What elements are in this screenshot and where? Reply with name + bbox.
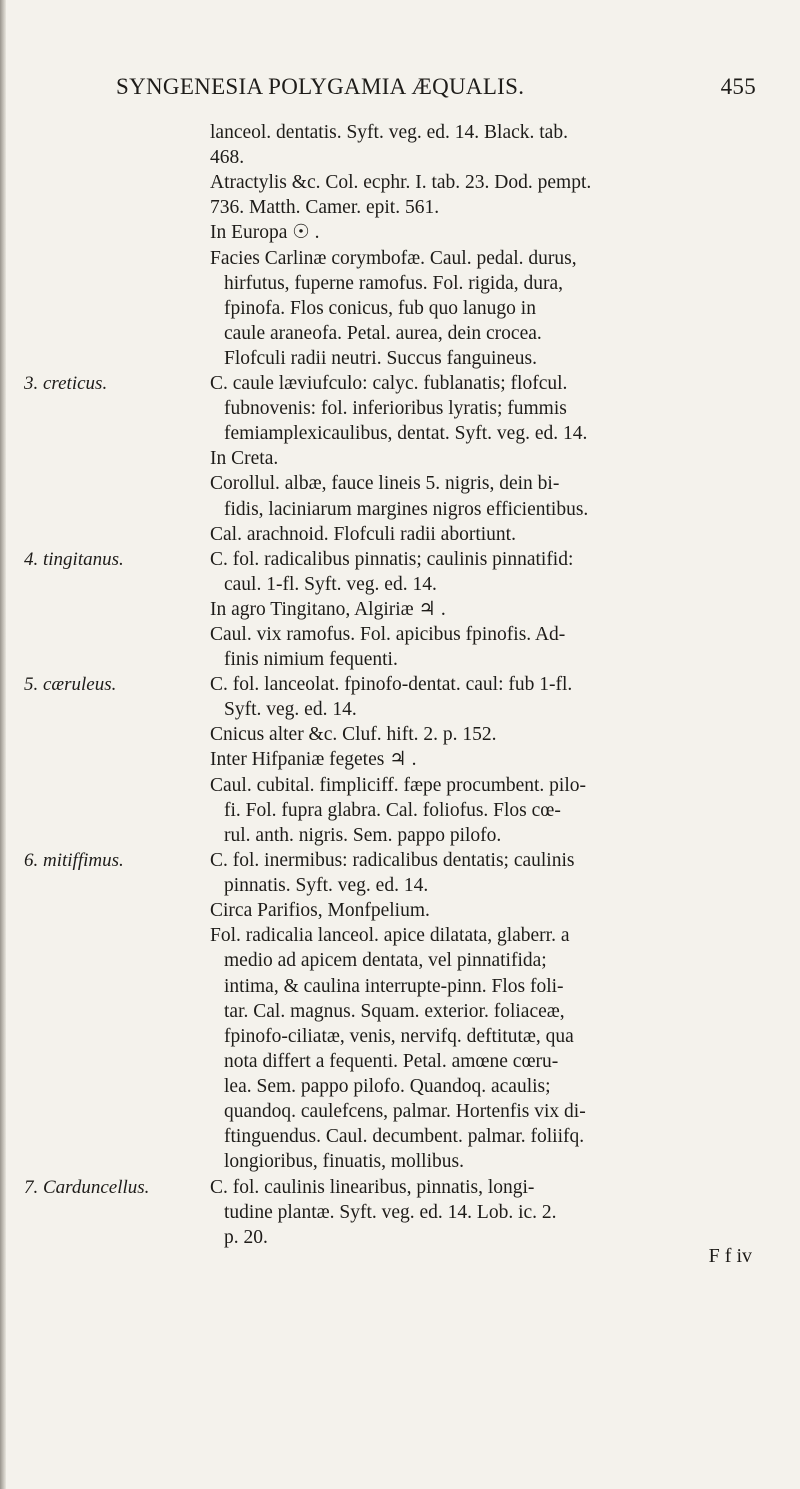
text-line: p. 20. xyxy=(224,1226,268,1248)
species-number: 3. creticus. xyxy=(24,373,108,394)
text-line: fidis, laciniarum margines nigros efficientibus. xyxy=(224,498,589,520)
text-line: lea. Sem. pappo pilofo. Quandoq. acaulis; xyxy=(224,1075,551,1097)
text-line: Caul. vix ramofus. Fol. apicibus fpinofis. Ad- xyxy=(210,623,566,645)
species-number: 7. Carduncellus. xyxy=(24,1176,150,1198)
text-line: In Europa ☉ . xyxy=(210,222,320,244)
text-line: Syft. veg. ed. 14. xyxy=(224,699,357,721)
text-line: intima, & caulina interrupte-pinn. Flos foli- xyxy=(224,975,564,997)
text-line: Cnicus alter &c. Cluf. hift. 2. p. 152. xyxy=(210,724,497,746)
text-line: Fol. radicalia lanceol. apice dilatata, glaberr. a xyxy=(210,925,570,947)
signature-mark: F f iv xyxy=(708,1245,752,1267)
text-line: rul. anth. nigris. Sem. pappo pilofo. xyxy=(224,824,502,846)
species-number: 4. tingitanus. xyxy=(24,548,124,570)
text-line: In Creta. xyxy=(210,448,279,470)
page-spine-shadow xyxy=(0,0,6,1489)
species-number: 5. cæruleus. xyxy=(24,674,117,696)
text-line: hirfutus, fuperne ramofus. Fol. rigida, dura, xyxy=(224,272,564,294)
species-number: 6. mitiffimus. xyxy=(24,850,124,871)
text-line: Cal. arachnoid. Flofculi radii abortiunt. xyxy=(210,523,516,545)
text-line: pinnatis. Syft. veg. ed. 14. xyxy=(224,875,429,897)
text-line: 468. xyxy=(210,147,245,169)
text-line: quandoq. caulefcens, palmar. Hortenfis vix di- xyxy=(224,1101,586,1122)
text-line: fpinofa. Flos conicus, fub quo lanugo in xyxy=(224,297,536,319)
text-line: longioribus, finuatis, mollibus. xyxy=(224,1151,464,1173)
text-line: caule araneofa. Petal. aurea, dein crocea. xyxy=(224,322,542,344)
text-line: fi. Fol. fupra glabra. Cal. foliofus. Flos cœ- xyxy=(224,799,561,821)
text-line: tar. Cal. magnus. Squam. exterior. foliaceæ, xyxy=(224,1000,565,1022)
text-line: nota differt a fequenti. Petal. amœne cœru- xyxy=(224,1050,559,1072)
text-line: Flofculi radii neutri. Succus fanguineus. xyxy=(224,347,538,369)
text-line: fpinofo-ciliatæ, venis, nervifq. deftitutæ, qua xyxy=(224,1025,574,1047)
text-line: ftinguendus. Caul. decumbent. palmar. foliifq. xyxy=(224,1126,585,1148)
text-line: fubnovenis: fol. inferioribus lyratis; fummis xyxy=(224,398,567,420)
text-line: Corollul. albæ, fauce lineis 5. nigris, dein bi- xyxy=(210,473,560,495)
text-line: lanceol. dentatis. Syft. veg. ed. 14. Black. tab. xyxy=(210,122,568,143)
text-line: femiamplexicaulibus, dentat. Syft. veg. ed. 14. xyxy=(224,423,588,445)
text-line: 736. Matth. Camer. epit. 561. xyxy=(210,197,440,219)
text-line: C. fol. radicalibus pinnatis; caulinis pinnatifid: xyxy=(210,548,574,570)
running-header xyxy=(116,74,756,106)
text-line: tudine plantæ. Syft. veg. ed. 14. Lob. ic. 2. xyxy=(224,1201,557,1223)
running-title: SYNGENESIA POLYGAMIA ÆQUALIS. xyxy=(116,74,525,99)
text-line: Circa Parifios, Monfpelium. xyxy=(210,900,430,922)
text-line: C. fol. inermibus: radicalibus dentatis; caulinis xyxy=(210,850,575,871)
text-line: Atractylis &c. Col. ecphr. I. tab. 23. Dod. pempt. xyxy=(210,172,592,194)
text-line: In agro Tingitano, Algiriæ ♃ . xyxy=(210,598,446,620)
text-line: C. caule læviufculo: calyc. fublanatis; flofcul. xyxy=(210,373,568,394)
text-line: Caul. cubital. fimpliciff. fæpe procumbent. pilo- xyxy=(210,774,587,796)
text-line: finis nimium fequenti. xyxy=(224,649,398,671)
text-line: C. fol. lanceolat. fpinofo-dentat. caul: fub 1-fl. xyxy=(210,674,573,696)
text-line: medio ad apicem dentata, vel pinnatifida; xyxy=(224,950,547,972)
text-line: caul. 1-fl. Syft. veg. ed. 14. xyxy=(224,573,437,595)
text-line: Facies Carlinæ corymbofæ. Caul. pedal. durus, xyxy=(210,247,577,269)
text-line: Inter Hifpaniæ fegetes ♃ . xyxy=(210,749,417,771)
text-line: C. fol. caulinis linearibus, pinnatis, longi- xyxy=(210,1176,535,1198)
page-number: 455 xyxy=(720,74,756,99)
